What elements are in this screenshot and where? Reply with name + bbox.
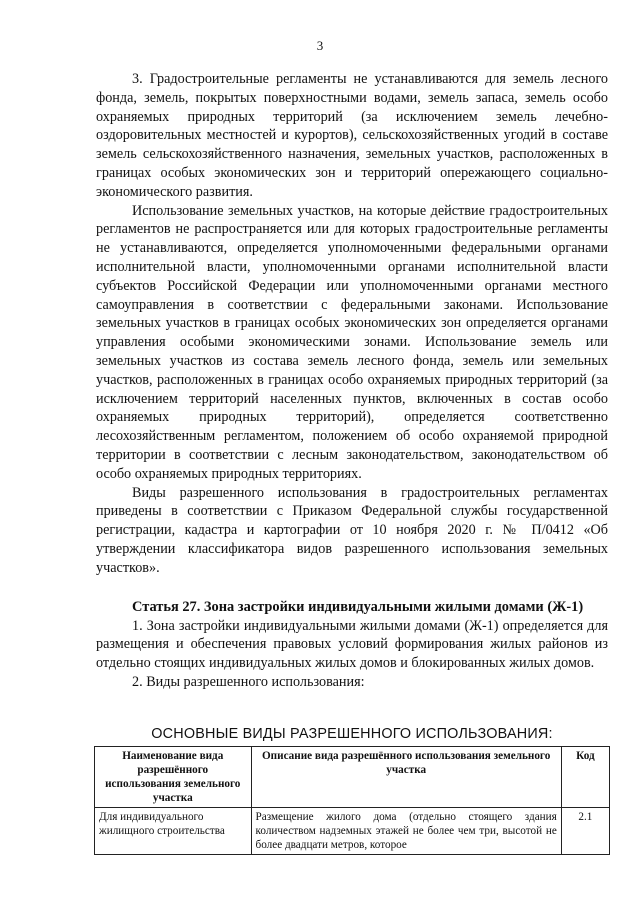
table-row [95,808,610,855]
header-name: Наименование вида разрешённого использования земельного участка [95,747,252,808]
page-number: 3 [316,38,324,53]
article-paragraph-2: 2. Виды разрешенного использования: [132,673,365,690]
paragraph-land-use-authorities: Использование земельных участков, на которые действие градостроительных регламентов не распространяется или для которых градостроительные регламенты не устанавливаются, определяется уполномоченными федеральными органами исполнительной власти, уполномоченными органами исполнительной власти субъектов Российской Федерации или уполномоченными органами местного самоуправления в соответствии с федеральными законами. Использование земельных участков в границах особых экономических зон определяется органами управления особыми экономическими зонами. Использование земель или земельных участков из состава земель лесного фонда, земель или земельных участков, расположенных в границах особо охраняемых природных территорий (за исключением территорий населенных пунктов, включенных в состав особо охраняемых природных территорий), определяется соответственно лесохозяйственным регламентом, положением об особо охраняемой природной территории в соответствии с лесным законодательством, законодательством об особо охраняемых природных территориях. [96,202,608,482]
land-use-table [94,746,610,855]
cell-description: Размещение жилого дома (отдельно стоящего здания количеством надземных этажей не более чем три, высотой не более двадцати метров, которое [251,808,561,855]
header-description: Описание вида разрешённого использования земельного участка [251,747,561,808]
document-body [96,70,608,692]
article-paragraph-1: 1. Зона застройки индивидуальными жилыми домами (Ж-1) определяется для размещения и обеспечения правовых условий формирования жилых районов из отдельно стоящих индивидуальных жилых домов и блокированных жилых домов. [96,617,608,672]
article-heading: Статья 27. Зона застройки индивидуальными жилыми домами (Ж-1) [132,598,584,615]
cell-code: 2.1 [561,808,609,855]
paragraph-regulations-exceptions: 3. Градостроительные регламенты не устанавливаются для земель лесного фонда, земель, покрытых поверхностными водами, земель запаса, земель особо охраняемых природных территорий (за исключением земель лечебно-оздоровительных местностей и курортов), сельскохозяйственных угодий в составе земель сельскохозяйственного назначения, земельных участков, расположенных в границах особых экономических зон и территорий опережающего социально-экономического развития. [96,71,608,200]
paragraph-classifier-reference: Виды разрешенного использования в градостроительных регламентах приведены в соответствии с Приказом Федеральной службы государственной регистрации, кадастра и картографии от 10 ноября 2020 г. № П/0412 «Об утверждении классификатора видов разрешенного использования земельных участков». [96,484,608,576]
table-caption: ОСНОВНЫЕ ВИДЫ РАЗРЕШЕННОГО ИСПОЛЬЗОВАНИЯ: [151,726,553,742]
header-code: Код [561,747,609,808]
table-header-row [95,747,610,808]
cell-name: Для индивидуального жилищного строительства [95,808,252,855]
